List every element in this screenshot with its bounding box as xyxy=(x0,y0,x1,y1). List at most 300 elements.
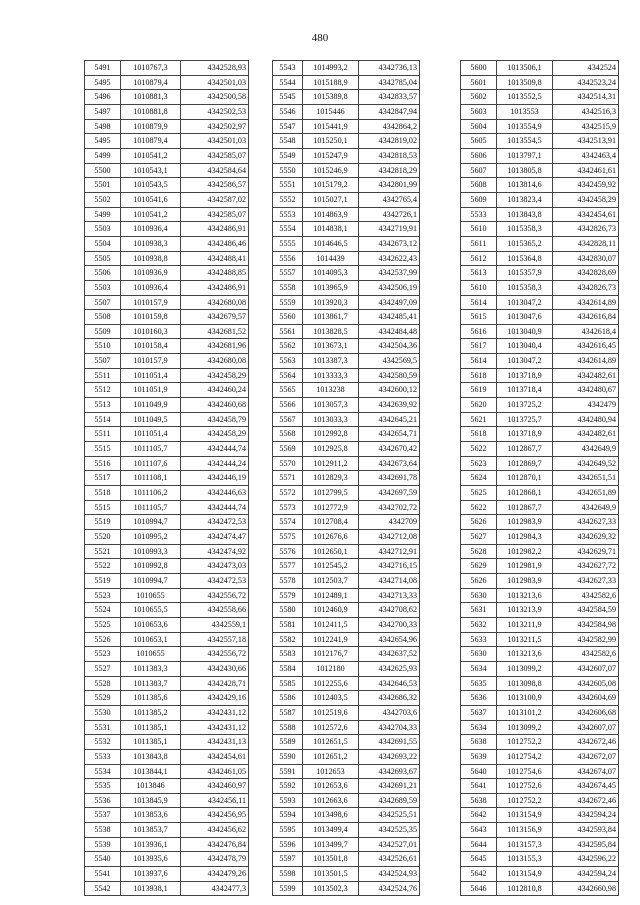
table-row xyxy=(273,705,420,720)
x-coordinate-cell: 1010879,9 xyxy=(121,119,181,134)
y-coordinate-cell: 4342607,07 xyxy=(553,720,619,735)
point-number-cell: 5533 xyxy=(461,207,497,222)
x-coordinate-cell: 1013156,9 xyxy=(497,823,553,838)
point-number-cell: 5508 xyxy=(85,310,121,325)
point-number-cell: 5619 xyxy=(461,383,497,398)
x-coordinate-cell: 1012708,4 xyxy=(303,515,359,530)
x-coordinate-cell: 1013936,1 xyxy=(121,837,181,852)
y-coordinate-cell: 4342504,36 xyxy=(359,339,420,354)
table-row xyxy=(461,368,619,383)
x-coordinate-cell: 1013100,9 xyxy=(497,691,553,706)
y-coordinate-cell: 4342501,03 xyxy=(181,75,249,90)
x-coordinate-cell: 1012651,2 xyxy=(303,749,359,764)
y-coordinate-cell: 4342444,74 xyxy=(181,500,249,515)
y-coordinate-cell: 4342654,71 xyxy=(359,427,420,442)
table-row xyxy=(461,61,619,76)
x-coordinate-cell: 1012241,9 xyxy=(303,632,359,647)
table-row xyxy=(461,442,619,457)
y-coordinate-cell: 4342444,24 xyxy=(181,456,249,471)
point-number-cell: 5515 xyxy=(85,500,121,515)
y-coordinate-cell: 4342472,53 xyxy=(181,515,249,530)
y-coordinate-cell: 4342833,57 xyxy=(359,90,420,105)
y-coordinate-cell: 4342524 xyxy=(553,61,619,76)
y-coordinate-cell: 4342458,29 xyxy=(553,192,619,207)
point-number-cell: 5608 xyxy=(461,178,497,193)
y-coordinate-cell: 4342537,99 xyxy=(359,266,420,281)
point-number-cell: 5514 xyxy=(85,412,121,427)
y-coordinate-cell: 4342474,47 xyxy=(181,530,249,545)
table-row xyxy=(273,852,420,867)
table-row xyxy=(85,691,249,706)
y-coordinate-cell: 4342585,07 xyxy=(181,148,249,163)
x-coordinate-cell: 1013828,5 xyxy=(303,324,359,339)
x-coordinate-cell: 1013725,7 xyxy=(497,412,553,427)
point-number-cell: 5586 xyxy=(273,691,303,706)
y-coordinate-cell: 4342616,45 xyxy=(553,339,619,354)
table-row xyxy=(85,632,249,647)
point-number-cell: 5521 xyxy=(85,544,121,559)
y-coordinate-cell: 4342461,61 xyxy=(553,163,619,178)
x-coordinate-cell: 1011385,2 xyxy=(121,705,181,720)
y-coordinate-cell: 4342502,97 xyxy=(181,119,249,134)
x-coordinate-cell: 1013718,9 xyxy=(497,368,553,383)
x-coordinate-cell: 1013938,1 xyxy=(121,881,181,896)
x-coordinate-cell: 1013047,2 xyxy=(497,295,553,310)
table-row xyxy=(273,515,420,530)
y-coordinate-cell: 4342713,33 xyxy=(359,588,420,603)
table-row xyxy=(461,456,619,471)
point-number-cell: 5518 xyxy=(85,486,121,501)
point-number-cell: 5610 xyxy=(461,222,497,237)
table-row xyxy=(273,383,420,398)
y-coordinate-cell: 4342587,02 xyxy=(181,192,249,207)
table-row xyxy=(461,793,619,808)
x-coordinate-cell: 1012460,9 xyxy=(303,603,359,618)
point-number-cell: 5634 xyxy=(461,661,497,676)
table-row xyxy=(273,178,420,193)
y-coordinate-cell: 4342454,61 xyxy=(553,207,619,222)
x-coordinate-cell: 1013861,7 xyxy=(303,310,359,325)
table-row xyxy=(85,427,249,442)
point-number-cell: 5528 xyxy=(85,676,121,691)
table-row xyxy=(461,544,619,559)
y-coordinate-cell: 4342605,08 xyxy=(553,676,619,691)
y-coordinate-cell: 4342693,22 xyxy=(359,749,420,764)
point-number-cell: 5552 xyxy=(273,192,303,207)
x-coordinate-cell: 1010938,8 xyxy=(121,251,181,266)
point-number-cell: 5638 xyxy=(461,793,497,808)
point-number-cell: 5606 xyxy=(461,148,497,163)
table-row xyxy=(85,295,249,310)
table-row xyxy=(85,823,249,838)
x-coordinate-cell: 1010936,4 xyxy=(121,280,181,295)
x-coordinate-cell: 1013047,2 xyxy=(497,354,553,369)
point-number-cell: 5498 xyxy=(85,119,121,134)
table-row xyxy=(461,324,619,339)
y-coordinate-cell: 4342689,59 xyxy=(359,793,420,808)
table-row xyxy=(85,544,249,559)
y-coordinate-cell: 4342456,95 xyxy=(181,808,249,823)
point-number-cell: 5520 xyxy=(85,530,121,545)
point-number-cell: 5576 xyxy=(273,544,303,559)
x-coordinate-cell: 1015446 xyxy=(303,104,359,119)
y-coordinate-cell: 4342607,07 xyxy=(553,661,619,676)
table-row xyxy=(273,251,420,266)
table-row xyxy=(461,412,619,427)
y-coordinate-cell: 4342600,12 xyxy=(359,383,420,398)
y-coordinate-cell: 4342719,91 xyxy=(359,222,420,237)
y-coordinate-cell: 4342488,85 xyxy=(181,266,249,281)
x-coordinate-cell: 1010157,9 xyxy=(121,354,181,369)
table-row xyxy=(461,104,619,119)
y-coordinate-cell: 4342818,29 xyxy=(359,163,420,178)
table-row xyxy=(461,178,619,193)
y-coordinate-cell: 4342674,45 xyxy=(553,779,619,794)
point-number-cell: 5496 xyxy=(85,90,121,105)
y-coordinate-cell: 4342506,19 xyxy=(359,280,420,295)
point-number-cell: 5599 xyxy=(273,881,303,896)
table-row xyxy=(273,779,420,794)
y-coordinate-cell: 4342654,96 xyxy=(359,632,420,647)
table-row xyxy=(273,412,420,427)
point-number-cell: 5579 xyxy=(273,588,303,603)
point-number-cell: 5562 xyxy=(273,339,303,354)
x-coordinate-cell: 1013937,6 xyxy=(121,867,181,882)
table-row xyxy=(273,368,420,383)
point-number-cell: 5587 xyxy=(273,705,303,720)
x-coordinate-cell: 1013797,1 xyxy=(497,148,553,163)
y-coordinate-cell: 4342514,31 xyxy=(553,90,619,105)
table-row xyxy=(273,588,420,603)
x-coordinate-cell: 1010881,3 xyxy=(121,90,181,105)
point-number-cell: 5594 xyxy=(273,808,303,823)
x-coordinate-cell: 1011105,7 xyxy=(121,500,181,515)
point-number-cell: 5628 xyxy=(461,544,497,559)
point-number-cell: 5603 xyxy=(461,104,497,119)
point-number-cell: 5543 xyxy=(273,61,303,76)
table-row xyxy=(85,383,249,398)
x-coordinate-cell: 1013935,6 xyxy=(121,852,181,867)
x-coordinate-cell: 1013553 xyxy=(497,104,553,119)
point-number-cell: 5511 xyxy=(85,368,121,383)
y-coordinate-cell: 4342679,57 xyxy=(181,310,249,325)
point-number-cell: 5563 xyxy=(273,354,303,369)
x-coordinate-cell: 1013098,8 xyxy=(497,676,553,691)
point-number-cell: 5605 xyxy=(461,134,497,149)
table-row xyxy=(461,383,619,398)
y-coordinate-cell: 4342458,29 xyxy=(181,427,249,442)
table-row xyxy=(273,354,420,369)
x-coordinate-cell: 1013099,2 xyxy=(497,661,553,676)
table-row xyxy=(273,661,420,676)
y-coordinate-cell: 4342819,02 xyxy=(359,134,420,149)
x-coordinate-cell: 1010879,4 xyxy=(121,75,181,90)
point-number-cell: 5642 xyxy=(461,867,497,882)
y-coordinate-cell: 4342660,98 xyxy=(553,881,619,896)
table-row xyxy=(273,471,420,486)
y-coordinate-cell: 4342651,51 xyxy=(553,471,619,486)
table-row xyxy=(461,500,619,515)
table-row xyxy=(461,339,619,354)
x-coordinate-cell: 1010543,5 xyxy=(121,178,181,193)
table-row xyxy=(273,749,420,764)
x-coordinate-cell: 1015358,3 xyxy=(497,280,553,295)
y-coordinate-cell: 4342864,2 xyxy=(359,119,420,134)
table-row xyxy=(461,779,619,794)
x-coordinate-cell: 1012870,1 xyxy=(497,471,553,486)
y-coordinate-cell: 4342486,91 xyxy=(181,280,249,295)
table-row xyxy=(273,691,420,706)
table-row xyxy=(461,559,619,574)
point-number-cell: 5512 xyxy=(85,383,121,398)
point-number-cell: 5522 xyxy=(85,559,121,574)
point-number-cell: 5571 xyxy=(273,471,303,486)
y-coordinate-cell: 4342645,21 xyxy=(359,412,420,427)
point-number-cell: 5631 xyxy=(461,603,497,618)
x-coordinate-cell: 1010655,5 xyxy=(121,603,181,618)
x-coordinate-cell: 1015188,9 xyxy=(303,75,359,90)
point-number-cell: 5547 xyxy=(273,119,303,134)
point-number-cell: 5524 xyxy=(85,603,121,618)
x-coordinate-cell: 1010160,3 xyxy=(121,324,181,339)
table-row xyxy=(85,148,249,163)
point-number-cell: 5582 xyxy=(273,632,303,647)
point-number-cell: 5533 xyxy=(85,749,121,764)
point-number-cell: 5632 xyxy=(461,617,497,632)
table-row xyxy=(85,134,249,149)
y-coordinate-cell: 4342702,72 xyxy=(359,500,420,515)
x-coordinate-cell: 1011108,1 xyxy=(121,471,181,486)
x-coordinate-cell: 1011385,6 xyxy=(121,691,181,706)
x-coordinate-cell: 1010936,9 xyxy=(121,266,181,281)
table-row xyxy=(273,280,420,295)
x-coordinate-cell: 1013844,1 xyxy=(121,764,181,779)
x-coordinate-cell: 1012810,8 xyxy=(497,881,553,896)
y-coordinate-cell: 4342765,4 xyxy=(359,192,420,207)
x-coordinate-cell: 1013843,8 xyxy=(121,749,181,764)
table-row xyxy=(273,823,420,838)
table-row xyxy=(461,881,619,896)
y-coordinate-cell: 4342614,89 xyxy=(553,295,619,310)
x-coordinate-cell: 1013718,4 xyxy=(497,383,553,398)
table-row xyxy=(273,676,420,691)
x-coordinate-cell: 1015357,9 xyxy=(497,266,553,281)
table-row xyxy=(461,471,619,486)
y-coordinate-cell: 4342801,99 xyxy=(359,178,420,193)
y-coordinate-cell: 4342580,59 xyxy=(359,368,420,383)
x-coordinate-cell: 1012489,1 xyxy=(303,588,359,603)
y-coordinate-cell: 4342708,62 xyxy=(359,603,420,618)
point-number-cell: 5534 xyxy=(85,764,121,779)
x-coordinate-cell: 1013154,9 xyxy=(497,867,553,882)
y-coordinate-cell: 4342458,79 xyxy=(181,412,249,427)
table-row xyxy=(85,603,249,618)
x-coordinate-cell: 1012651,5 xyxy=(303,735,359,750)
point-number-cell: 5618 xyxy=(461,427,497,442)
x-coordinate-cell: 1015247,9 xyxy=(303,148,359,163)
y-coordinate-cell: 4342691,21 xyxy=(359,779,420,794)
point-number-cell: 5495 xyxy=(85,134,121,149)
coordinates-table-middle xyxy=(272,60,420,896)
point-number-cell: 5510 xyxy=(85,339,121,354)
x-coordinate-cell: 1011049,5 xyxy=(121,412,181,427)
table-row xyxy=(85,398,249,413)
point-number-cell: 5615 xyxy=(461,310,497,325)
x-coordinate-cell: 1014838,1 xyxy=(303,222,359,237)
y-coordinate-cell: 4342525,51 xyxy=(359,808,420,823)
table-row xyxy=(273,310,420,325)
x-coordinate-cell: 1013501,8 xyxy=(303,852,359,867)
y-coordinate-cell: 4342528,93 xyxy=(181,61,249,76)
x-coordinate-cell: 1013499,7 xyxy=(303,837,359,852)
x-coordinate-cell: 1012519,6 xyxy=(303,705,359,720)
y-coordinate-cell: 4342516,3 xyxy=(553,104,619,119)
point-number-cell: 5567 xyxy=(273,412,303,427)
table-row xyxy=(85,486,249,501)
point-number-cell: 5559 xyxy=(273,295,303,310)
point-number-cell: 5517 xyxy=(85,471,121,486)
y-coordinate-cell: 4342460,68 xyxy=(181,398,249,413)
point-number-cell: 5570 xyxy=(273,456,303,471)
point-number-cell: 5624 xyxy=(461,471,497,486)
y-coordinate-cell: 4342431,13 xyxy=(181,735,249,750)
point-number-cell: 5550 xyxy=(273,163,303,178)
x-coordinate-cell: 1011107,6 xyxy=(121,456,181,471)
y-coordinate-cell: 4342712,91 xyxy=(359,544,420,559)
table-row xyxy=(85,735,249,750)
x-coordinate-cell: 1013920,3 xyxy=(303,295,359,310)
x-coordinate-cell: 1012982,2 xyxy=(497,544,553,559)
point-number-cell: 5557 xyxy=(273,266,303,281)
y-coordinate-cell: 4342460,24 xyxy=(181,383,249,398)
table-row xyxy=(85,793,249,808)
table-row xyxy=(85,222,249,237)
table-row xyxy=(273,442,420,457)
y-coordinate-cell: 4342527,01 xyxy=(359,837,420,852)
point-number-cell: 5523 xyxy=(85,647,121,662)
point-number-cell: 5509 xyxy=(85,324,121,339)
y-coordinate-cell: 4342486,46 xyxy=(181,236,249,251)
x-coordinate-cell: 1013387,3 xyxy=(303,354,359,369)
x-coordinate-cell: 1011049,9 xyxy=(121,398,181,413)
y-coordinate-cell: 4342673,12 xyxy=(359,236,420,251)
table-row xyxy=(273,104,420,119)
x-coordinate-cell: 1011051,4 xyxy=(121,368,181,383)
table-row xyxy=(273,456,420,471)
table-row xyxy=(461,705,619,720)
table-row xyxy=(273,544,420,559)
table-row xyxy=(461,280,619,295)
x-coordinate-cell: 1012752,2 xyxy=(497,735,553,750)
table-row xyxy=(85,456,249,471)
y-coordinate-cell: 4342473,03 xyxy=(181,559,249,574)
y-coordinate-cell: 4342582,99 xyxy=(553,632,619,647)
y-coordinate-cell: 4342672,46 xyxy=(553,793,619,808)
x-coordinate-cell: 1010159,8 xyxy=(121,310,181,325)
y-coordinate-cell: 4342622,43 xyxy=(359,251,420,266)
table-row xyxy=(85,837,249,852)
y-coordinate-cell: 4342714,08 xyxy=(359,573,420,588)
point-number-cell: 5507 xyxy=(85,295,121,310)
table-row xyxy=(461,676,619,691)
point-number-cell: 5531 xyxy=(85,720,121,735)
x-coordinate-cell: 1013509,8 xyxy=(497,75,553,90)
point-number-cell: 5593 xyxy=(273,793,303,808)
x-coordinate-cell: 1013033,3 xyxy=(303,412,359,427)
x-coordinate-cell: 1013853,6 xyxy=(121,808,181,823)
x-coordinate-cell: 1010541,6 xyxy=(121,192,181,207)
point-number-cell: 5646 xyxy=(461,881,497,896)
table-row xyxy=(461,134,619,149)
x-coordinate-cell: 1015027,1 xyxy=(303,192,359,207)
table-row xyxy=(461,266,619,281)
point-number-cell: 5549 xyxy=(273,148,303,163)
y-coordinate-cell: 4342627,33 xyxy=(553,515,619,530)
x-coordinate-cell: 1012754,2 xyxy=(497,749,553,764)
x-coordinate-cell: 1010157,9 xyxy=(121,295,181,310)
y-coordinate-cell: 4342736,13 xyxy=(359,61,420,76)
point-number-cell: 5613 xyxy=(461,266,497,281)
x-coordinate-cell: 1012653,6 xyxy=(303,779,359,794)
table-row xyxy=(273,881,420,896)
x-coordinate-cell: 1010653,6 xyxy=(121,617,181,632)
point-number-cell: 5502 xyxy=(85,192,121,207)
table-row xyxy=(85,192,249,207)
y-coordinate-cell: 4342584,98 xyxy=(553,617,619,632)
y-coordinate-cell: 4342818,53 xyxy=(359,148,420,163)
y-coordinate-cell: 4342474,92 xyxy=(181,544,249,559)
point-number-cell: 5596 xyxy=(273,837,303,852)
table-row xyxy=(85,104,249,119)
x-coordinate-cell: 1012868,1 xyxy=(497,486,553,501)
y-coordinate-cell: 4342614,89 xyxy=(553,354,619,369)
x-coordinate-cell: 1010995,2 xyxy=(121,530,181,545)
x-coordinate-cell: 1015441,9 xyxy=(303,119,359,134)
table-row xyxy=(85,764,249,779)
point-number-cell: 5553 xyxy=(273,207,303,222)
y-coordinate-cell: 4342680,08 xyxy=(181,354,249,369)
y-coordinate-cell: 4342525,35 xyxy=(359,823,420,838)
point-number-cell: 5620 xyxy=(461,398,497,413)
y-coordinate-cell: 4342681,96 xyxy=(181,339,249,354)
y-coordinate-cell: 4342830,07 xyxy=(553,251,619,266)
table-row xyxy=(85,705,249,720)
x-coordinate-cell: 1013552,5 xyxy=(497,90,553,105)
point-number-cell: 5519 xyxy=(85,515,121,530)
point-number-cell: 5635 xyxy=(461,676,497,691)
y-coordinate-cell: 4342513,91 xyxy=(553,134,619,149)
point-number-cell: 5551 xyxy=(273,178,303,193)
x-coordinate-cell: 1015250,1 xyxy=(303,134,359,149)
x-coordinate-cell: 1012176,7 xyxy=(303,647,359,662)
table-row xyxy=(461,852,619,867)
table-row xyxy=(461,90,619,105)
y-coordinate-cell: 4342674,07 xyxy=(553,764,619,779)
table-row xyxy=(461,588,619,603)
point-number-cell: 5630 xyxy=(461,588,497,603)
table-row xyxy=(273,764,420,779)
y-coordinate-cell: 4342431,12 xyxy=(181,720,249,735)
y-coordinate-cell: 4342524,93 xyxy=(359,867,420,882)
table-row xyxy=(85,61,249,76)
y-coordinate-cell: 4342627,72 xyxy=(553,559,619,574)
point-number-cell: 5612 xyxy=(461,251,497,266)
x-coordinate-cell: 1013333,3 xyxy=(303,368,359,383)
point-number-cell: 5614 xyxy=(461,295,497,310)
x-coordinate-cell: 1013823,4 xyxy=(497,192,553,207)
table-row xyxy=(461,75,619,90)
table-row xyxy=(461,148,619,163)
